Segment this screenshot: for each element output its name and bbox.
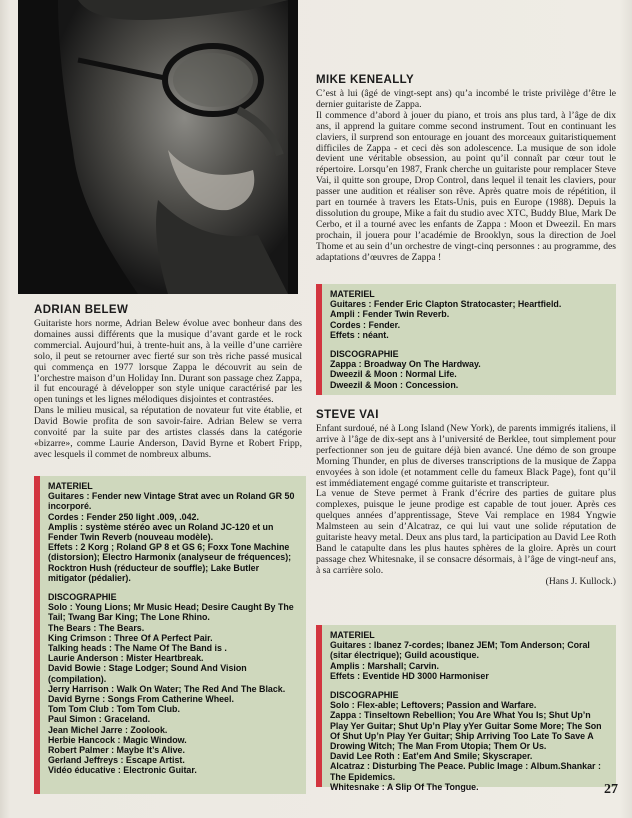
adrian-disco-item: David Byrne : Songs From Catherine Wheel. [48,694,234,705]
steve-materiel-item: Guitares : Ibanez 7-cordes; Ibanez JEM; Tom Anderson; Coral (sitar électrique); Guild acoustique. [330,640,590,661]
page-number: 27 [604,782,618,797]
adrian-paragraph-1: Guitariste hors norme, Adrian Belew évolue avec bonheur dans des domaines aussi différents que la musique d’avant garde et le rock commercial. Aujourd’hui, à trente-huit ans, à la veille d’une carrière solo, il peut se retourner avec fierté sur son très riche passé musical qui commença en 1977 lorsque Zappa le découvrit au sein de l’orchestre maison d’un Holiday Inn. Durant son passage chez Zappa, il fut encouragé à développer son style unique caractérisé par les open tunings et les lignes mélodiques disjointes et contrastées. [34,318,302,406]
steve-materiel-item: Amplis : Marshall; Carvin. [330,660,439,671]
mike-disco-item: Zappa : Broadway On The Hardway. [330,359,481,370]
mike-keneally-heading: MIKE KENEALLY [316,74,415,86]
steve-disco-item: Whitesnake : A Slip Of The Tongue. [330,781,479,792]
steve-disco-item: Alcatraz : Disturbing The Peace. Public Image : Album.Shankar : The Epidemics. [330,761,601,782]
adrian-disco-item: The Bears : The Bears. [48,622,145,633]
mike-materiel-item: Ampli : Fender Twin Reverb. [330,309,450,320]
adrian-disco-item: Herbie Hancock : Magic Window. [48,734,187,745]
adrian-materiel-item: Amplis : système stéréo avec un Roland JC-120 et un Fender Twin Reverb (nouveau modèle). [48,521,274,543]
steve-disco-item: Solo : Flex-able; Leftovers; Passion and Warfare. [330,700,537,711]
mike-materiel-item: Effets : néant. [330,329,389,340]
steve-paragraph-1: Enfant surdoué, né à Long Island (New York), de parents immigrés italiens, il arrive à l’âge de dix-sept ans à l’université de Berklee, tout simplement pour perfectionner son jeu de guitare déjà bien avancé. Une démo de son groupe Morning Thunder, en plus de diverses transcriptions de la musique de Zappa envoyées à son idole (et notamment celle du fameux Black Page), font qu’il est immédiatement engagé comme guitariste et transcripteur. [316,423,616,489]
mike-equipment-box [316,284,616,395]
mike-disco-title: DISCOGRAPHIE [330,349,399,360]
steve-materiel-item: Effets : Eventide HD 3000 Harmoniser [330,670,489,681]
adrian-disco-item: Paul Simon : Graceland. [48,714,151,725]
adrian-materiel-item: Guitares : Fender new Vintage Strat avec un Roland GR 50 incorporé. [48,491,295,512]
steve-vai-text [316,424,616,588]
portrait-photo [18,0,298,294]
adrian-disco-title: DISCOGRAPHIE [48,592,117,603]
adrian-materiel-item: Cordes : Fender 250 light .009, .042. [48,511,199,522]
steve-materiel-title: MATERIEL [330,630,375,640]
steve-disco-item: David Lee Roth : Eat’em And Smile; Skyscraper. [330,751,533,762]
adrian-belew-heading: ADRIAN BELEW [34,304,129,316]
adrian-paragraph-2: Dans le milieu musical, sa réputation de novateur fut vite établie, et David Bowie profita de son savoir-faire. Adrian Belew se verra convoité par la suite par des artistes classés dans la catégorie «bizarre», comme Laurie Anderson, David Byrne et Robert Fripp, avec lesquels il commet de nombreux albums. [34,405,302,460]
mike-paragraph-2: Il commence d’abord à jouer du piano, et trois ans plus tard, à l’âge de dix ans, il apprend la guitare comme second instrument. Tout en continuant les claviers, il surprend son entourage en jouant des morceaux guitaristiquement difficiles de Zappa - et ceci dès son adolescence. La musique de son idole devient une véritable obsession, au point qu’il connaît par cœur tout le répertoire. Lorsqu’en 1987, Frank cherche un guitariste pour remplacer Steve Vai, il quitte son groupe, Drop Control, dans lequel il tenait les claviers, pour passer une audition et réaliser son rêve. Après quatre mois de répétition, il part en tournée à travers les Etats-Unis, puis en Europe (1988). Depuis la dissolution du groupe, Mike a fait du studio avec XTC, Buddy Blue, Mark De Cerbo, et il a tourné avec les enfants de Zappa : Moon et Dweezil. En mars prochain, il jouera pour l’académie de Brooklyn, sous la direction de Joel Thome et au sein d’un orchestre de vingt-cinq personnes : au programme, des adaptations d’œuvres de Zappa ! [316,109,616,263]
mike-materiel-title: MATERIEL [330,289,375,299]
adrian-disco-item: King Crimson : Three Of A Perfect Pair. [48,632,213,643]
mike-paragraph-1: C’est à lui (âgé de vingt-sept ans) qu’a incombé le triste privilège d’être le dernier guitariste de Zappa. [316,88,616,110]
adrian-materiel-item: Effets : 2 Korg ; Roland GP 8 et GS 6; Foxx Tone Machine (distorsion); Electro Harmonix (analyseur de fréquences); Rocktron Hush (réducteur de souffle); Lake Butler mitigator (pédalier). [48,542,292,583]
mike-materiel-item: Cordes : Fender. [330,319,401,330]
mike-materiel-item: Guitares : Fender Eric Clapton Stratocaster; Heartfield. [330,299,562,310]
steve-vai-heading: STEVE VAI [316,409,379,421]
steve-paragraph-2: La venue de Steve permet à Frank d’écrire des parties de guitare plus complexes, puisque le jeune prodige est capable de tout jouer. Après ces quelques années d’apprentissage, Steve Vai remplace en 1984 Yngwie Malmsteen au sein d’Alcatraz, ce qui lui vaut une solide réputation de guitariste heavy metal. Deux ans plus tard, la participation au David Lee Roth Band le catapulte dans les plus hautes sphères de la gloire. Après un court passage chez Whitesnake, il se consacre désormais, à l’âge de vingt-neuf ans, à sa carrière solo. [316,488,616,576]
adrian-disco-item: Tom Tom Club : Tom Tom Club. [48,704,180,715]
adrian-disco-item: Laurie Anderson : Mister Heartbreak. [48,653,204,664]
portrait-photo-illustration [18,0,298,294]
steve-disco-title: DISCOGRAPHIE [330,690,399,701]
adrian-disco-item: Robert Palmer : Maybe It’s Alive. [48,745,185,756]
author-signature: (Hans J. Kullock.) [545,575,616,587]
adrian-disco-item: Jean Michel Jarre : Zoolook. [48,724,168,735]
adrian-disco-item: Gerland Jeffreys : Escape Artist. [48,755,185,766]
adrian-disco-item: David Bowie : Stage Lodger; Sound And Vision (compilation). [48,663,247,684]
adrian-disco-item: Jerry Harrison : Walk On Water; The Red And The Black. [48,683,286,694]
mike-keneally-text [316,89,616,264]
mike-disco-item: Dweezil & Moon : Concession. [330,379,459,390]
adrian-disco-item: Vidéo éducative : Electronic Guitar. [48,765,197,776]
adrian-belew-text [34,319,302,461]
adrian-disco-item: Talking heads : The Name Of The Band is . [48,643,227,654]
adrian-disco-item: Solo : Young Lions; Mr Music Head; Desire Caught By The Tail; Twang Bar King; The Lone Rhino. [48,602,294,623]
adrian-equipment-box [34,476,306,794]
mike-disco-item: Dweezil & Moon : Normal Life. [330,369,457,380]
adrian-materiel-title: MATERIEL [48,481,93,491]
steve-disco-item: Zappa : Tinseltown Rebellion; You Are What You Is; Shut Up’n Play Yer Guitar; Shut Up’n Play yYer Guitar Some More; The Son Of Shut Up’n Play Yer Guitar; Ship Arriving Too Late To Save A Drowing Witch; The Man From Utopia; Them Or Us. [330,710,602,752]
